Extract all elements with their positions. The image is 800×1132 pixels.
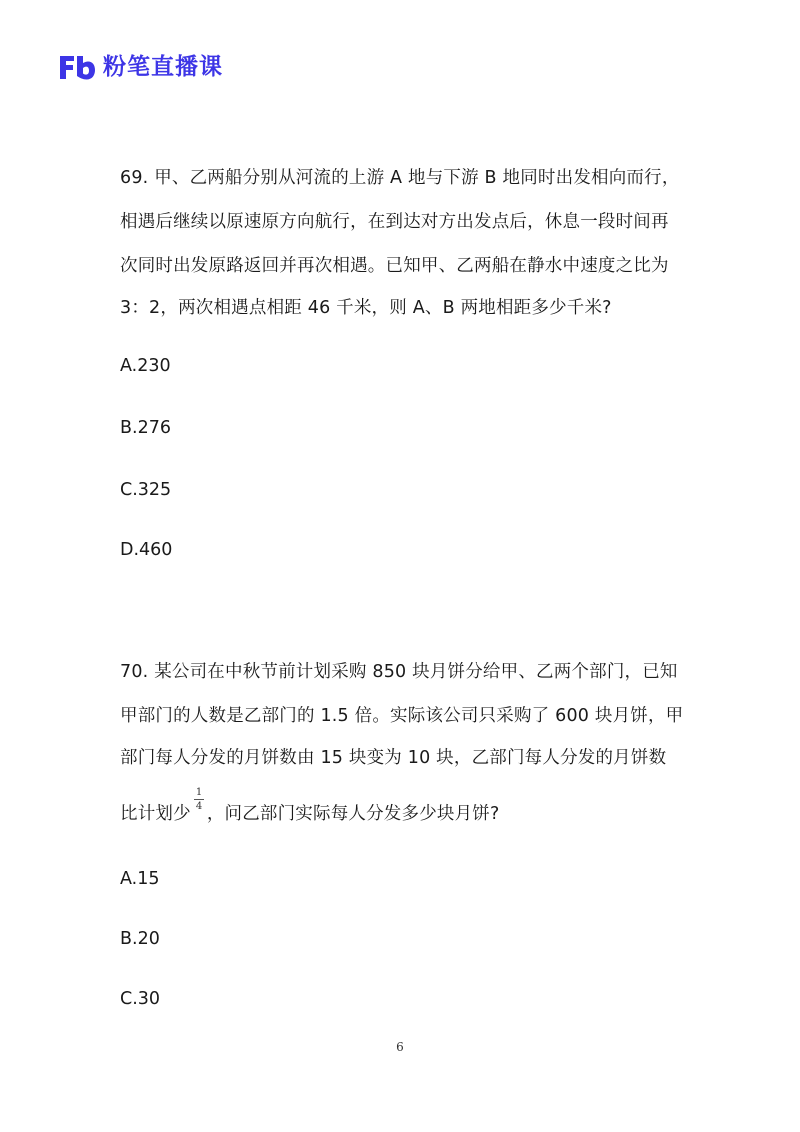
question-70-option-a: A.15	[120, 869, 160, 889]
brand-name: 粉笔直播课	[103, 54, 223, 80]
fraction-numerator: 1	[195, 787, 203, 798]
fraction-one-quarter	[193, 787, 205, 826]
fraction-denominator: 4	[195, 801, 203, 812]
brand-header	[57, 50, 223, 84]
question-69-option-d: D.460	[120, 540, 173, 560]
question-70-line-4	[120, 787, 500, 826]
question-70-line-1: 70. 某公司在中秋节前计划采购 850 块月饼分给甲、乙两个部门，已知	[120, 662, 678, 682]
question-70-line-2: 甲部门的人数是乙部门的 1.5 倍。实际该公司只采购了 600 块月饼，甲	[120, 706, 684, 726]
question-69-option-b: B.276	[120, 418, 171, 438]
question-70-option-c: C.30	[120, 989, 161, 1009]
fraction-bar	[194, 799, 204, 800]
page-number: 6	[396, 1040, 404, 1054]
question-70-option-b: B.20	[120, 929, 160, 949]
question-70-text-after-fraction: ，问乙部门实际每人分发多少块月饼?	[206, 804, 500, 824]
question-69-option-c: C.325	[120, 480, 172, 500]
fb-logo-icon	[57, 52, 97, 82]
question-70-line-3: 部门每人分发的月饼数由 15 块变为 10 块，乙部门每人分发的月饼数	[120, 748, 667, 768]
question-69-option-a: A.230	[120, 356, 171, 376]
question-69-line-4: 3：2，两次相遇点相距 46 千米，则 A、B 两地相距多少千米?	[120, 298, 612, 318]
question-70-text-before-fraction: 比计划少	[120, 804, 191, 824]
question-69-line-3: 次同时出发原路返回并再次相遇。已知甲、乙两船在静水中速度之比为	[120, 256, 669, 276]
question-69-line-1: 69. 甲、乙两船分别从河流的上游 A 地与下游 B 地同时出发相向而行，	[120, 168, 680, 188]
question-69-line-2: 相遇后继续以原速原方向航行，在到达对方出发点后，休息一段时间再	[120, 212, 669, 232]
